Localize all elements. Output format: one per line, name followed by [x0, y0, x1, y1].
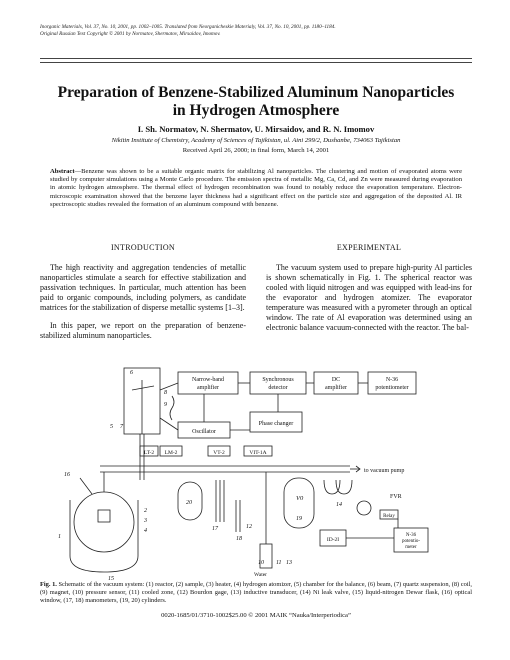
lt2-label: LT-2: [143, 450, 155, 456]
paper-title: [40, 84, 472, 120]
experimental-heading: EXPERIMENTAL: [336, 243, 402, 252]
n36b-label-3: meter: [405, 545, 417, 550]
callout-20: 20: [186, 500, 192, 506]
callout-7: 7: [120, 424, 123, 430]
figure-caption: [40, 581, 472, 605]
received-date: Received April 26, 2000; in final form, March 14, 2001: [182, 147, 330, 154]
optical-window: [80, 478, 92, 494]
callout-19: 19: [296, 516, 302, 522]
copyright-footer: 0020-1685/01/3710-1002$25.00 © 2001 MAIK “Nauka/Interperiodica”: [161, 612, 351, 619]
header-rule-top: [40, 58, 472, 59]
caption-label: Fig. 1.: [40, 581, 57, 588]
oscillator-label: Oscillator: [192, 429, 216, 435]
callout-13: 13: [286, 560, 292, 566]
authors: I. Sh. Normatov, N. Shermatov, U. Mirsaidov, and R. N. Imomov: [137, 124, 375, 134]
experimental-paragraph-1: The vacuum system used to prepare high-purity Al particles is shown schematically in Fig. 1. The spherical reactor was cooled with liquid nitrogen and was equipped with lead-ins for the evaporator and hydrogen atomizer. The evaporator temperature was measured with a pyrometer through an optical window. The rate of Al evaporation was determined using an electronic balance vacuum-connected with the reactor. The bal-: [266, 263, 472, 332]
callout-11: 11: [276, 560, 282, 566]
vacuum-system-schematic: [40, 360, 472, 582]
callout-9: 9: [164, 402, 167, 408]
header-line-1: Inorganic Materials, Vol. 37, No. 10, 2001, pp. 1002–1005. Translated from Neorganicheskie Materialy, Vol. 37, No. 10, 2001, pp. 1180–1184.: [40, 24, 336, 30]
callout-1: 1: [58, 534, 61, 540]
vacuum-pump-label: to vacuum pump: [364, 468, 405, 474]
id2i-label: ID-2I: [326, 537, 340, 543]
abstract-text: —Benzene was shown to be a suitable organic matrix for stabilizing Al nanoparticles. The clustering and motion of evaporated atoms were studied by computer simulations using a Monte Carlo procedure. The emission spectra of metallic Mg, Ca, Cd, and Zn were measured during evaporation in atomic hydrogen atmosphere. The thermal effect of hydrogen recombination was found to notably reduce the evaporation temperature. Electron-microscopic examination showed that the benzene layer thickness had a significant effect on the particle size and aggregation of the deposited Al. IR spectroscopic studies revealed the formation of an aluminum compound with benzene.: [50, 168, 462, 208]
callout-10: 10: [258, 560, 264, 566]
header-rule-bottom: [40, 62, 472, 63]
phase-changer-label: Phase changer: [258, 421, 294, 427]
v0-label: V0: [296, 495, 304, 502]
potentiometer-label-1: N-36: [385, 377, 399, 383]
vt2-label: VT-2: [213, 450, 225, 456]
detector-label-1: Synchronous: [262, 377, 294, 383]
n36b-label-1: N-36: [405, 533, 417, 538]
introduction-paragraph-1: The high reactivity and aggregation tendencies of metallic nanoparticles stimulate a search for effective stabilization and passivation techniques. In particular, much attention has been paid to organic compounds, including polymers, as candidate matrices for the stabilization of disperse metallic systems [1–3].: [40, 263, 246, 312]
header-line-2: Original Russian Text Copyright © 2001 by Normatov, Shermatov, Mirsaidov, Imomov.: [40, 31, 221, 37]
amplifier-label-2: amplifier: [197, 385, 219, 391]
caption-text: Schematic of the vacuum system: (1) reactor, (2) sample, (3) heater, (4) hydrogen atomizer, (5) chamber for the balance, (6) beam, (7) quartz suspension, (8) coil, (9) magnet, (10) pressure sensor, (11) cooled zone, (12) Bourdon gage, (13) inductive transducer, (14) Ni leak valve, (15) liquid-nitrogen Dewar flask, (16) optical window, (17, 18) manometers, (19, 20) cylinders.: [40, 581, 472, 604]
dc-label-2: amplifier: [325, 385, 347, 391]
manometer-18: [236, 500, 240, 532]
amplifier-label-1: Narrow-band: [192, 377, 224, 383]
callout-15: 15: [108, 576, 114, 582]
column-right: [266, 243, 472, 341]
detector-label-2: detector: [268, 385, 288, 391]
callout-8: 8: [164, 390, 167, 396]
journal-header: [40, 24, 336, 38]
vit-label: VIT-1A: [249, 450, 267, 456]
title-line-2: in Hydrogen Atmosphere: [172, 102, 340, 119]
callout-4: 4: [144, 528, 147, 534]
dc-label-1: DC: [331, 377, 341, 383]
callout-6: 6: [130, 370, 133, 376]
callout-18: 18: [236, 536, 242, 542]
abstract-label: Abstract: [50, 168, 75, 175]
callout-14: 14: [336, 502, 342, 508]
column-left: [40, 243, 246, 349]
title-line-1: Preparation of Benzene-Stabilized Aluminum Nanoparticles: [57, 84, 455, 101]
bourdon-gage: [324, 480, 352, 494]
relay-label: Relay: [383, 514, 395, 519]
callout-2: 2: [144, 508, 147, 514]
water-label: Water: [254, 572, 267, 578]
magnet-coil: [170, 396, 174, 420]
fvr-label: FVR: [390, 494, 402, 500]
affiliation: Nikitin Institute of Chemistry, Academy of Sciences of Tajikistan, ul. Aini 299/2, Dushanbe, 734063 Tajikistan: [111, 137, 401, 144]
callout-17: 17: [212, 526, 218, 532]
callout-5: 5: [110, 424, 113, 430]
abstract: [50, 168, 462, 209]
manometer-17: [216, 480, 224, 522]
callout-16: 16: [64, 472, 70, 478]
dewar-flask: [70, 500, 138, 572]
callout-3: 3: [144, 518, 147, 524]
callout-12: 12: [246, 524, 252, 530]
lm2-label: LM-2: [164, 450, 178, 456]
leak-valve: [357, 501, 371, 515]
introduction-heading: INTRODUCTION: [110, 243, 176, 252]
potentiometer-label-2: potentiometer: [375, 385, 409, 391]
introduction-paragraph-2: In this paper, we report on the preparation of benzene-stabilized aluminum nanoparticles.: [40, 321, 246, 340]
n36b-label-2: potentio-: [401, 539, 421, 544]
sample-holder: [98, 510, 110, 522]
